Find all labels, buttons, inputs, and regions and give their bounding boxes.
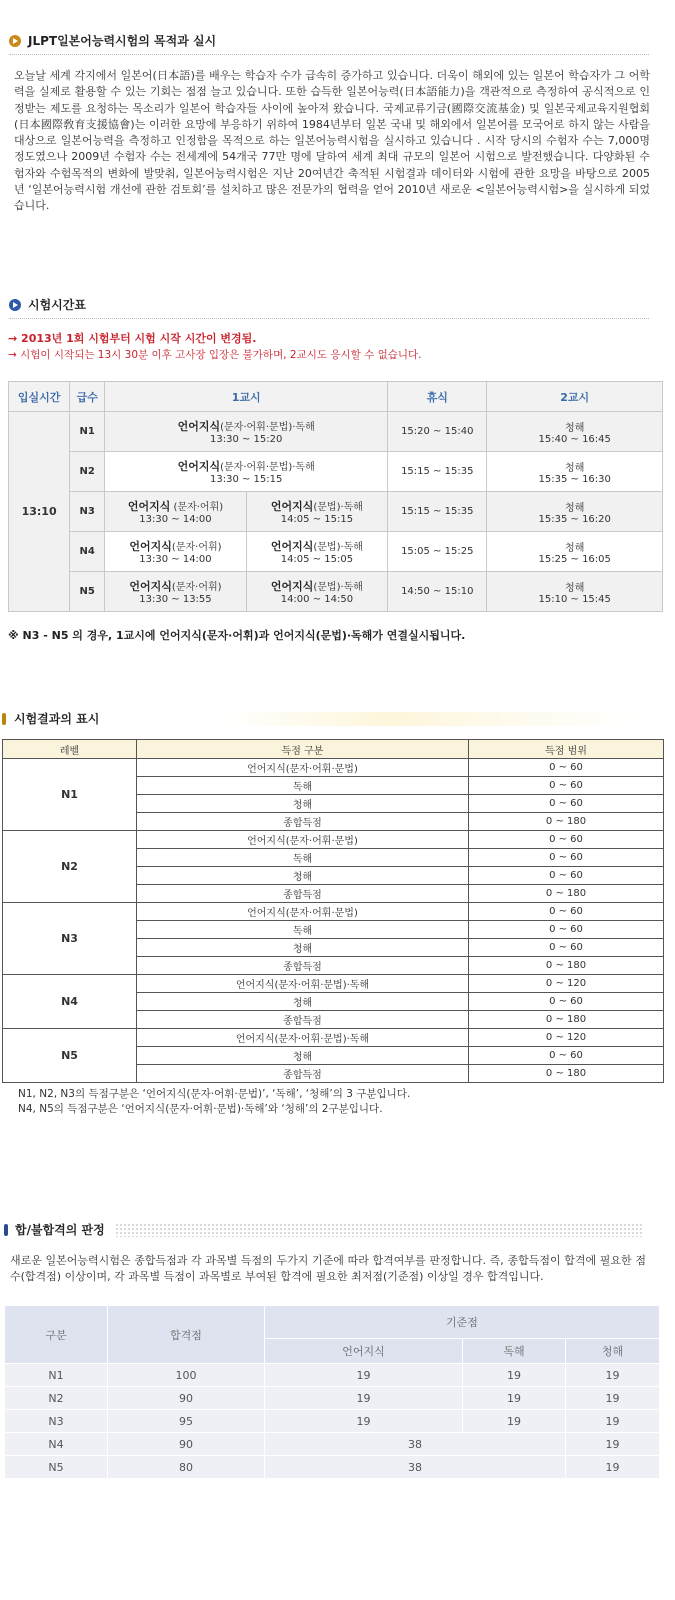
results-note-1: N1, N2, N3의 득점구분은 ‘언어지식(문자·어휘·문법)’, ‘독해’, ‘청해’의 3 구분입니다. (18, 1088, 411, 1100)
col-period-1: 1교시 (105, 382, 388, 412)
level-cell: N2 (3, 831, 137, 903)
table-row (9, 452, 663, 492)
range-cell: 0 ~ 60 (469, 795, 664, 813)
period-1-cell: 언어지식(문자·어휘·문법)·독해 13:30 ~ 15:15 (105, 452, 388, 492)
col-entry-time: 입실시간 (9, 382, 70, 412)
play-bullet-icon (9, 299, 21, 311)
break-cell: 14:50 ~ 15:10 (388, 572, 487, 612)
read-cell: 19 (463, 1387, 566, 1410)
period-1-cell: 언어지식(문자·어휘·문법)·독해 13:30 ~ 15:20 (105, 412, 388, 452)
break-cell: 15:20 ~ 15:40 (388, 412, 487, 452)
break-cell: 15:15 ~ 15:35 (388, 452, 487, 492)
category-cell: 종합득점 (137, 957, 469, 975)
range-cell: 0 ~ 60 (469, 939, 664, 957)
period-1b-cell: 언어지식(문법)·독해 14:00 ~ 14:50 (246, 572, 387, 612)
category-cell: 독해 (137, 921, 469, 939)
range-cell: 0 ~ 180 (469, 1065, 664, 1083)
header-decoration (115, 1223, 644, 1237)
level-cell: N5 (3, 1029, 137, 1083)
category-cell: 청해 (137, 867, 469, 885)
range-cell: 0 ~ 60 (469, 921, 664, 939)
schedule-table (8, 381, 663, 612)
table-row (5, 1387, 660, 1410)
col-base-score: 기준점 (265, 1306, 660, 1339)
bar-bullet-icon (4, 1224, 8, 1236)
category-cell: 종합득점 (137, 885, 469, 903)
schedule-notice-2: → 시험이 시작되는 13시 30분 이후 고사장 입장은 불가하며, 2교시도 응시할 수 없습니다. (8, 349, 422, 361)
col-language: 언어지식 (265, 1339, 463, 1364)
period-2-cell: 청해 15:35 ~ 16:20 (487, 492, 663, 532)
category-cell: 종합득점 (137, 813, 469, 831)
col-period-2: 2교시 (487, 382, 663, 412)
pass-paragraph: 새로운 일본어능력시험은 종합득점과 각 과목별 득점의 두가지 기준에 따라 합격여부를 판정합니다. 즉, 종합득점이 합격에 필요한 점수(합격점) 이상이며, 각 과목별 득점이 과목별로 부여된 합격에 필요한 최저점(기준점) 이상일 경우 합격입니다. (10, 1254, 646, 1284)
read-cell: 19 (463, 1364, 566, 1387)
level-cell: N1 (3, 759, 137, 831)
section-schedule-header (9, 296, 86, 313)
lang-cell: 19 (265, 1364, 463, 1387)
level-cell: N3 (70, 492, 105, 532)
period-1b-cell: 언어지식(문법)·독해 14:05 ~ 15:05 (246, 532, 387, 572)
period-1a-cell: 언어지식 (문자·어휘) 13:30 ~ 14:00 (105, 492, 246, 532)
category-cell: 언어지식(문자·어휘·문법) (137, 759, 469, 777)
pass-cell: 95 (108, 1410, 265, 1433)
period-1a-cell: 언어지식(문자·어휘) 13:30 ~ 14:00 (105, 532, 246, 572)
read-cell: 19 (463, 1410, 566, 1433)
col-level: 급수 (70, 382, 105, 412)
break-cell: 15:05 ~ 15:25 (388, 532, 487, 572)
category-cell: 언어지식(문자·어휘·문법) (137, 831, 469, 849)
schedule-footnote: ※ N3 - N5 의 경우, 1교시에 언어지식(문자·어휘)과 언어지식(문법)·독해가 연결실시됩니다. (8, 629, 466, 642)
listen-cell: 19 (566, 1410, 660, 1433)
section-results-title: 시험결과의 표시 (14, 712, 100, 726)
entry-time-cell: 13:10 (9, 412, 70, 612)
range-cell: 0 ~ 180 (469, 813, 664, 831)
level-cell: N1 (70, 412, 105, 452)
range-cell: 0 ~ 180 (469, 885, 664, 903)
period-2-cell: 청해 15:10 ~ 15:45 (487, 572, 663, 612)
level-cell: N5 (70, 572, 105, 612)
category-cell: 청해 (137, 939, 469, 957)
divider (9, 318, 649, 319)
period-1b-cell: 언어지식(문법)·독해 14:05 ~ 15:15 (246, 492, 387, 532)
category-cell: 청해 (137, 993, 469, 1011)
section-purpose-header (9, 32, 216, 49)
range-cell: 0 ~ 60 (469, 867, 664, 885)
table-row (3, 975, 664, 993)
section-results-header (2, 710, 642, 727)
listen-cell: 19 (566, 1433, 660, 1456)
listen-cell: 19 (566, 1456, 660, 1479)
category-cell: 언어지식(문자·어휘·문법)·독해 (137, 1029, 469, 1047)
range-cell: 0 ~ 60 (469, 831, 664, 849)
level-cell: N4 (3, 975, 137, 1029)
grade-cell: N3 (5, 1410, 108, 1433)
grade-cell: N2 (5, 1387, 108, 1410)
period-1a-cell: 언어지식(문자·어휘) 13:30 ~ 13:55 (105, 572, 246, 612)
table-row (5, 1456, 660, 1479)
table-row (5, 1410, 660, 1433)
period-2-cell: 청해 15:25 ~ 16:05 (487, 532, 663, 572)
pass-cell: 90 (108, 1387, 265, 1410)
level-cell: N3 (3, 903, 137, 975)
range-cell: 0 ~ 60 (469, 1047, 664, 1065)
table-row (9, 492, 663, 532)
range-cell: 0 ~ 60 (469, 993, 664, 1011)
table-row (9, 572, 663, 612)
listen-cell: 19 (566, 1387, 660, 1410)
category-cell: 언어지식(문자·어휘·문법)·독해 (137, 975, 469, 993)
category-cell: 종합득점 (137, 1011, 469, 1029)
purpose-paragraph: 오늘날 세계 각지에서 일본어(日本語)를 배우는 학습자 수가 급속히 증가하고 있습니다. 더욱이 해외에 있는 일본어 학습자가 그 어학력을 실제로 활용할 수 있는 기회는 점점 늘고 있습니다. 또한 습득한 일본어능력(日本語能力)을 객관적으로 측정하여 공식적으로 인정받는 제도를 요청하는 목소리가 일본어 학습자들 사이에 높아져 왔습니다. 국제교류기금(國際交流基金) 및 일본국제교육지원협회(日本國際敎育支援協會)는 이러한 요망에 부응하기 위하여 1984년부터 일본 국내 및 해외에서 일본어를 모국어로 하지 않는 사람을 대상으로 일본어능력을 측정하고 인정함을 목적으로 하는 일본어능력시험을 실시하고 있습니다 . 시작 당시의 수험자 수는 7,000명 정도였으나 2009년 수험자 수는 전세계에 54개국 77만 명에 달하여 세계 최대 규모의 일본어 시험으로 발전했습니다. 다양화된 수험자와 수험목적의 변화에 발맞춰, 일본어능력시험은 지난 20여년간 축적된 시험결과 데이터와 시험에 관한 요망을 바탕으로 2005년 ‘일본어능력시험 개선에 관한 검토회’를 설치하고 많은 전문가의 협력을 얻어 2010년 새로운 <일본어능력시험>을 실시하게 되었습니다. (14, 69, 650, 213)
table-row (9, 532, 663, 572)
section-pass-title: 합/불합격의 판정 (15, 1223, 105, 1237)
col-reading: 독해 (463, 1339, 566, 1364)
section-purpose-title: JLPT일본어능력시험의 목적과 실시 (28, 34, 217, 48)
range-cell: 0 ~ 180 (469, 957, 664, 975)
category-cell: 종합득점 (137, 1065, 469, 1083)
col-category: 득점 구분 (137, 740, 469, 759)
range-cell: 0 ~ 60 (469, 777, 664, 795)
range-cell: 0 ~ 120 (469, 975, 664, 993)
col-range: 득점 범위 (469, 740, 664, 759)
table-row (3, 1029, 664, 1047)
level-cell: N4 (70, 532, 105, 572)
col-listening: 청해 (566, 1339, 660, 1364)
range-cell: 0 ~ 180 (469, 1011, 664, 1029)
section-schedule-title: 시험시간표 (28, 298, 86, 312)
table-row (3, 759, 664, 777)
col-level: 레벨 (3, 740, 137, 759)
period-2-cell: 청해 15:40 ~ 16:45 (487, 412, 663, 452)
results-table (2, 739, 664, 1083)
category-cell: 독해 (137, 777, 469, 795)
category-cell: 독해 (137, 849, 469, 867)
break-cell: 15:15 ~ 15:35 (388, 492, 487, 532)
grade-cell: N5 (5, 1456, 108, 1479)
level-cell: N2 (70, 452, 105, 492)
range-cell: 0 ~ 120 (469, 1029, 664, 1047)
lang-cell: 19 (265, 1410, 463, 1433)
table-row (5, 1364, 660, 1387)
col-pass-score: 합격점 (108, 1306, 265, 1364)
col-grade: 구분 (5, 1306, 108, 1364)
range-cell: 0 ~ 60 (469, 849, 664, 867)
category-cell: 청해 (137, 795, 469, 813)
langread-cell: 38 (265, 1433, 566, 1456)
schedule-notice-1: → 2013년 1회 시험부터 시험 시작 시간이 변경됨. (8, 332, 257, 345)
period-2-cell: 청해 15:35 ~ 16:30 (487, 452, 663, 492)
pass-cell: 80 (108, 1456, 265, 1479)
lang-cell: 19 (265, 1387, 463, 1410)
category-cell: 청해 (137, 1047, 469, 1065)
table-row (9, 412, 663, 452)
play-bullet-icon (9, 35, 21, 47)
pass-cell: 90 (108, 1433, 265, 1456)
results-note-2: N4, N5의 득점구분은 ‘언어지식(문자·어휘·문법)·독해’와 ‘청해’의 2구분입니다. (18, 1103, 383, 1115)
pass-cell: 100 (108, 1364, 265, 1387)
bar-bullet-icon (2, 713, 6, 725)
divider (9, 54, 649, 55)
col-break: 휴식 (388, 382, 487, 412)
table-row (3, 831, 664, 849)
range-cell: 0 ~ 60 (469, 903, 664, 921)
range-cell: 0 ~ 60 (469, 759, 664, 777)
grade-cell: N4 (5, 1433, 108, 1456)
category-cell: 언어지식(문자·어휘·문법) (137, 903, 469, 921)
pass-table (4, 1305, 660, 1479)
listen-cell: 19 (566, 1364, 660, 1387)
table-row (5, 1433, 660, 1456)
langread-cell: 38 (265, 1456, 566, 1479)
table-row (3, 903, 664, 921)
section-pass-header (4, 1221, 644, 1238)
grade-cell: N1 (5, 1364, 108, 1387)
header-decoration (219, 712, 642, 726)
